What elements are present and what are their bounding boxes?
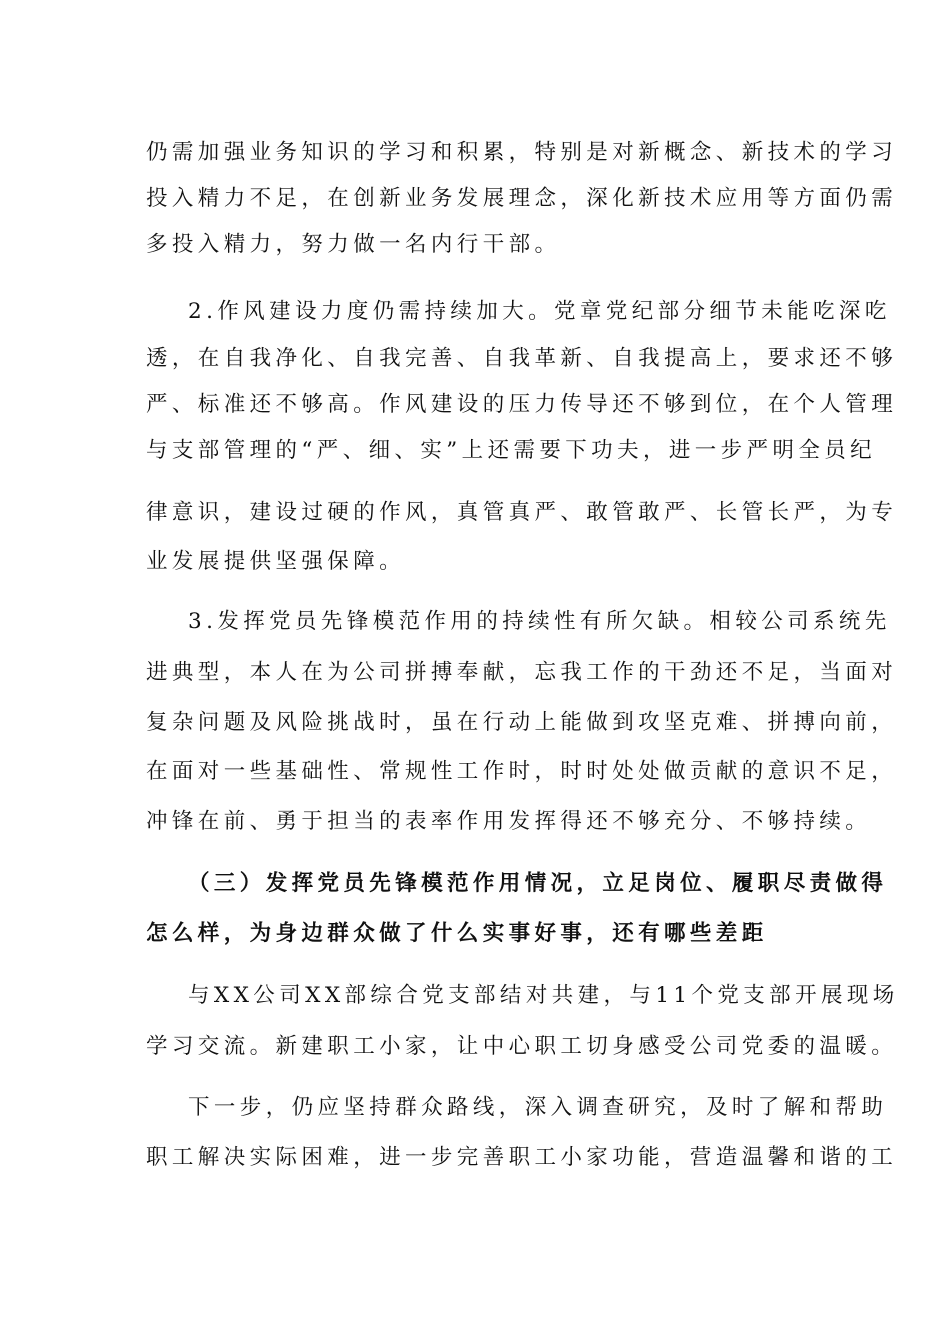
- text-line: 在面对一些基础性、常规性工作时，时时处处做贡献的意识不足，: [146, 759, 898, 784]
- text-line: 透，在自我净化、自我完善、自我革新、自我提高上，要求还不够: [146, 346, 898, 371]
- text-line: 与支部管理的“严、细、实”上还需要下功夫，进一步严明全员纪: [146, 438, 877, 463]
- text-line: 仍需加强业务知识的学习和积累，特别是对新概念、新技术的学习: [146, 140, 898, 165]
- text-line: 投入精力不足，在创新业务发展理念，深化新技术应用等方面仍需: [146, 186, 898, 211]
- section-heading-3-cont: 怎么样，为身边群众做了什么实事好事，还有哪些差距: [146, 921, 768, 946]
- text-line: 业发展提供坚强保障。: [146, 549, 406, 574]
- text-line: 律意识，建设过硬的作风，真管真严、敢管敢严、长管长严，为专: [146, 500, 898, 525]
- list-item-2-line: 2.作风建设力度仍需持续加大。党章党纪部分细节未能吃深吃: [188, 299, 891, 324]
- text-line: 复杂问题及风险挑战时，虽在行动上能做到攻坚克难、拼搏向前，: [146, 710, 898, 735]
- text-line: 与XX公司XX部综合党支部结对共建，与11个党支部开展现场: [188, 983, 899, 1008]
- text-line: 严、标准还不够高。作风建设的压力传导还不够到位，在个人管理: [146, 392, 898, 417]
- text-line: 进典型，本人在为公司拼搏奉献，忘我工作的干劲还不足，当面对: [146, 660, 898, 685]
- text-line: 下一步，仍应坚持群众路线，深入调查研究，及时了解和帮助: [188, 1095, 888, 1120]
- text-line: 冲锋在前、勇于担当的表率作用发挥得还不够充分、不够持续。: [146, 809, 872, 834]
- text-line: 多投入精力，努力做一名内行干部。: [146, 232, 561, 257]
- text-line: 职工解决实际困难，进一步完善职工小家功能，营造温馨和谐的工: [146, 1145, 898, 1170]
- text-line: 学习交流。新建职工小家，让中心职工切身感受公司党委的温暖。: [146, 1034, 898, 1059]
- list-item-3-line: 3.发挥党员先锋模范作用的持续性有所欠缺。相较公司系统先: [188, 609, 891, 634]
- section-heading-3: （三）发挥党员先锋模范作用情况，立足岗位、履职尽责做得: [188, 871, 888, 896]
